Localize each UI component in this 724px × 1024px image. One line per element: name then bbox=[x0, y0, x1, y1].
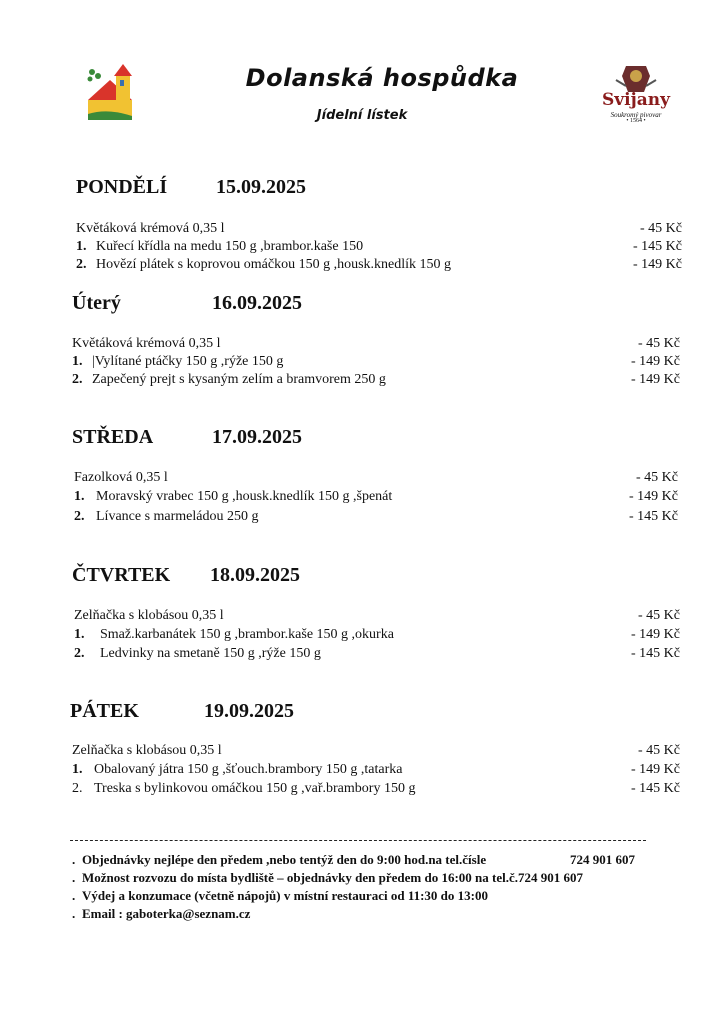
item-price: - 149 Kč bbox=[629, 489, 678, 504]
item-text: Zelňačka s klobásou 0,35 l bbox=[72, 743, 222, 758]
note-phone: 724 901 607 bbox=[570, 852, 635, 867]
item-price: - 149 Kč bbox=[633, 257, 682, 272]
item-price: - 149 Kč bbox=[631, 627, 680, 642]
day-date: 16.09.2025 bbox=[212, 292, 302, 314]
brand-logo-year: • 1564 • bbox=[626, 118, 646, 124]
item-price: - 145 Kč bbox=[633, 239, 682, 254]
day-date: 19.09.2025 bbox=[204, 700, 294, 722]
item-price: - 45 Kč bbox=[638, 336, 680, 351]
note-delivery: . Možnost rozvozu do místa bydliště – objednávky den předem do 16:00 na tel.č.724 901 607 bbox=[72, 870, 583, 885]
menu-item bbox=[72, 781, 415, 797]
soup-item bbox=[72, 336, 221, 352]
soup-item bbox=[76, 221, 225, 237]
item-text: Treska s bylinkovou omáčkou 150 g ,vař.brambory 150 g bbox=[94, 781, 416, 796]
note-text: Email : gaboterka@seznam.cz bbox=[82, 906, 251, 921]
item-price: - 149 Kč bbox=[631, 354, 680, 369]
item-number: 1. bbox=[74, 627, 85, 642]
brand-logo-text: Svijany bbox=[601, 90, 671, 110]
item-text: Zapečený prejt s kysaným zelím a bramvorem 250 g bbox=[92, 372, 386, 387]
svijany-logo bbox=[586, 62, 686, 124]
soup-item bbox=[74, 470, 168, 486]
item-number: 1. bbox=[72, 762, 83, 777]
note-email: . Email : gaboterka@seznam.cz bbox=[72, 906, 251, 921]
note-text: Objednávky nejlépe den předem ,nebo tentýž den do 9:00 hod.na tel.čísle bbox=[82, 852, 487, 867]
item-price: - 45 Kč bbox=[638, 743, 680, 758]
day-date: 18.09.2025 bbox=[210, 564, 300, 586]
item-number: 2. bbox=[74, 646, 85, 661]
menu-item bbox=[74, 646, 321, 662]
item-number: 2. bbox=[72, 372, 83, 387]
menu-item bbox=[76, 257, 451, 273]
item-text: Fazolková 0,35 l bbox=[74, 470, 168, 485]
divider bbox=[70, 840, 646, 841]
note-text: Možnost rozvozu do místa bydliště – objednávky den předem do 16:00 na tel.č.724 901 607 bbox=[82, 870, 583, 885]
item-number: 2. bbox=[72, 781, 83, 796]
item-text: Ledvinky na smetaně 150 g ,rýže 150 g bbox=[100, 646, 321, 661]
day-name: STŘEDA bbox=[72, 426, 154, 448]
item-price: - 145 Kč bbox=[631, 781, 680, 796]
menu-subtitle: Jídelní lístek bbox=[316, 108, 408, 123]
day-name: Úterý bbox=[72, 292, 121, 314]
day-name: PÁTEK bbox=[70, 700, 139, 722]
item-text: Hovězí plátek s koprovou omáčkou 150 g ,housk.knedlík 150 g bbox=[96, 257, 452, 272]
restaurant-name: Dolanská hospůdka bbox=[245, 64, 519, 92]
menu-item bbox=[72, 762, 402, 778]
item-number: 1. bbox=[76, 239, 87, 254]
item-text: Zelňačka s klobásou 0,35 l bbox=[74, 608, 224, 623]
day-date: 17.09.2025 bbox=[212, 426, 302, 448]
item-number: 2. bbox=[74, 509, 85, 524]
item-text: Lívance s marmeládou 250 g bbox=[96, 509, 259, 524]
item-price: - 145 Kč bbox=[631, 646, 680, 661]
day-name: PONDĚLÍ bbox=[76, 176, 168, 198]
soup-item bbox=[72, 743, 222, 759]
note-pickup: . Výdej a konzumace (včetně nápojů) v místní restauraci od 11:30 do 13:00 bbox=[72, 888, 488, 903]
menu-item bbox=[74, 509, 259, 525]
item-text: Obalovaný játra 150 g ,šťouch.brambory 150 g ,tatarka bbox=[94, 762, 403, 777]
item-text: |Vylítané ptáčky 150 g ,rýže 150 g bbox=[92, 354, 284, 369]
item-text: Květáková krémová 0,35 l bbox=[76, 221, 225, 236]
item-number: 1. bbox=[72, 354, 83, 369]
note-text: Výdej a konzumace (včetně nápojů) v místní restauraci od 11:30 do 13:00 bbox=[82, 888, 488, 903]
item-text: Smaž.karbanátek 150 g ,brambor.kaše 150 g ,okurka bbox=[100, 627, 394, 642]
item-price: - 149 Kč bbox=[631, 762, 680, 777]
item-price: - 45 Kč bbox=[640, 221, 682, 236]
item-price: - 45 Kč bbox=[636, 470, 678, 485]
item-price: - 149 Kč bbox=[631, 372, 680, 387]
menu-item bbox=[72, 354, 283, 370]
item-number: 2. bbox=[76, 257, 87, 272]
menu-item bbox=[74, 489, 392, 505]
item-text: Květáková krémová 0,35 l bbox=[72, 336, 221, 351]
day-date: 15.09.2025 bbox=[216, 176, 306, 198]
item-number: 1. bbox=[74, 489, 85, 504]
soup-item bbox=[74, 608, 224, 624]
menu-item bbox=[76, 239, 363, 255]
brand-logo-sub: Soukromý pivovar bbox=[610, 111, 662, 119]
item-price: - 145 Kč bbox=[629, 509, 678, 524]
note-orders: . Objednávky nejlépe den předem ,nebo tentýž den do 9:00 hod.na tel.čísle bbox=[72, 852, 487, 867]
menu-item bbox=[74, 627, 394, 643]
day-name: ČTVRTEK bbox=[72, 564, 171, 586]
item-price: - 45 Kč bbox=[638, 608, 680, 623]
menu-item bbox=[72, 372, 386, 388]
item-text: Kuřecí křídla na medu 150 g ,brambor.kaše 150 bbox=[96, 239, 364, 254]
item-text: Moravský vrabec 150 g ,housk.knedlík 150 g ,špenát bbox=[96, 489, 393, 504]
village-logo-icon bbox=[80, 62, 134, 126]
